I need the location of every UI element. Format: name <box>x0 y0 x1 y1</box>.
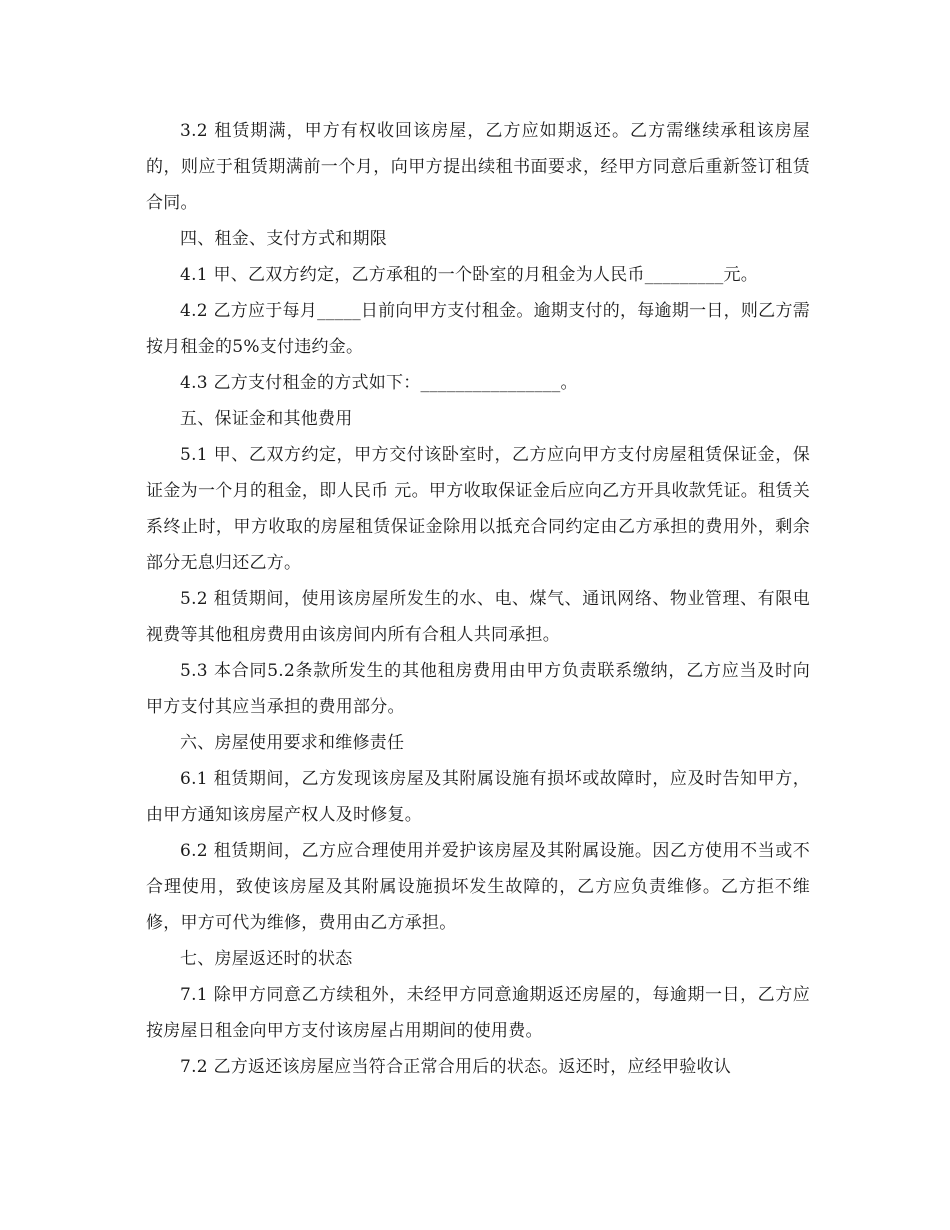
clause-5-1: 5.1 甲、乙双方约定，甲方交付该卧室时，乙方应向甲方支付房屋租赁保证金，保证金为一个月的租金，即人民币 元。甲方收取保证金后应向乙方开具收款凭证。租赁关系终止时，甲方收取的房屋租赁保证金除用以抵充合同约定由乙方承担的费用外，剩余部分无息归还乙方。 <box>146 445 810 573</box>
section-heading-rent: 四、租金、支付方式和期限 <box>180 229 387 249</box>
clause-6-2: 6.2 租赁期间，乙方应合理使用并爱护该房屋及其附属设施。因乙方使用不当或不合理使用，致使该房屋及其附属设施损坏发生故障的，乙方应负责维修。乙方拒不维修，甲方可代为维修，费用由乙方承担。 <box>146 841 810 933</box>
document-page <box>146 113 810 1085</box>
clause-4-1: 4.1 甲、乙双方约定，乙方承租的一个卧室的月租金为人民币_________元。 <box>180 265 758 285</box>
clause-7-1: 7.1 除甲方同意乙方续租外，未经甲方同意逾期返还房屋的，每逾期一日，乙方应按房屋日租金向甲方支付该房屋占用期间的使用费。 <box>146 985 810 1041</box>
section-heading-return: 七、房屋返还时的状态 <box>180 949 353 969</box>
clause-5-3: 5.3 本合同5.2条款所发生的其他租房费用由甲方负责联系缴纳，乙方应当及时向甲方支付其应当承担的费用部分。 <box>146 661 810 717</box>
section-heading-deposit: 五、保证金和其他费用 <box>180 409 353 429</box>
clause-4-2: 4.2 乙方应于每月_____日前向甲方支付租金。逾期支付的，每逾期一日，则乙方需按月租金的5%支付违约金。 <box>146 301 810 357</box>
clause-4-3: 4.3 乙方支付租金的方式如下：________________。 <box>180 373 578 393</box>
clause-3-2: 3.2 租赁期满，甲方有权收回该房屋，乙方应如期返还。乙方需继续承租该房屋的，则应于租赁期满前一个月，向甲方提出续租书面要求，经甲方同意后重新签订租赁合同。 <box>146 121 810 213</box>
clause-7-2: 7.2 乙方返还该房屋应当符合正常合用后的状态。返还时，应经甲验收认 <box>180 1057 731 1077</box>
clause-5-2: 5.2 租赁期间，使用该房屋所发生的水、电、煤气、通讯网络、物业管理、有限电视费等其他租房费用由该房间内所有合租人共同承担。 <box>146 589 810 645</box>
section-heading-maintenance: 六、房屋使用要求和维修责任 <box>180 733 405 753</box>
clause-6-1: 6.1 租赁期间，乙方发现该房屋及其附属设施有损坏或故障时，应及时告知甲方，由甲方通知该房屋产权人及时修复。 <box>146 769 810 825</box>
